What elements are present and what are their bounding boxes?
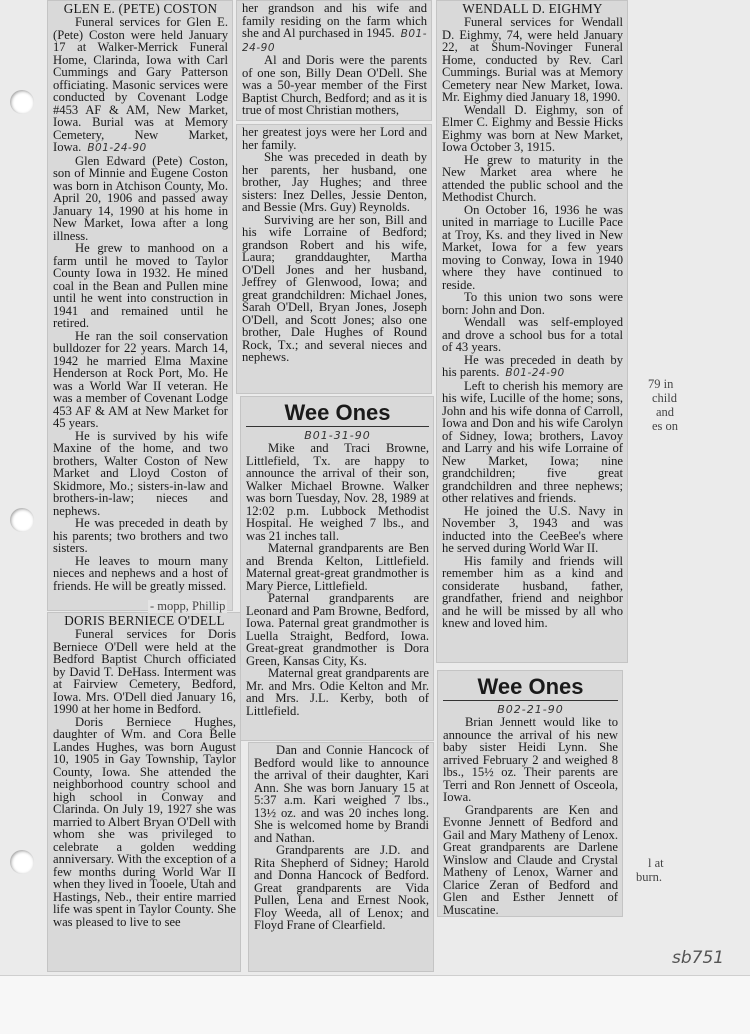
punch-hole [10, 508, 34, 532]
paragraph-text: Dan and Connie Hancock of Bedford would like to announce the arrival of their daughter, Kari Ann. She was born January 15 at 5:37 a.m. Kari weighed 7 lbs., 13½ oz. and was 20 inches long. She is welcomed home by Brandi and Nathan. [254, 743, 429, 845]
obituary-coston [47, 0, 233, 611]
paragraph [442, 505, 623, 555]
clipping-heading: GLEN E. (PETE) COSTON [63, 1, 218, 16]
paragraph-text: Brian Jennett would like to announce the arrival of his new baby sister Heidi Lynn. She arrived February 2 and weighed 8 lbs., 15½ oz. Their parents are Terri and Ron Jennett of Osceola, Iowa. [443, 715, 618, 804]
paragraph [442, 291, 623, 316]
paragraph-text: Al and Doris were the parents of one son, Billy Dean O'Dell. She was a 50-year member of the First Baptist Church, Bedford; and as it is true of most Christian mothers, [242, 53, 427, 117]
paragraph [53, 517, 228, 555]
paragraph [53, 155, 228, 243]
paragraph [246, 542, 429, 592]
paragraph-text: Wendall was self-employed and drove a school bus for a total of 43 years. [442, 315, 623, 354]
birth-announcement-browne [240, 396, 434, 741]
paragraph [242, 214, 427, 364]
background-fragment: es on [652, 419, 679, 433]
background-fragment: child [652, 391, 677, 405]
birth-announcement-jennett [437, 670, 623, 917]
paragraph-text: Wendall D. Eighmy, son of Elmer C. Eighmy and Bessie Hicks Eighmy was born at New Market, Iowa October 3, 1915. [442, 102, 623, 154]
handwritten-date: B02-21-90 [497, 703, 564, 716]
paragraph-text: Left to cherish his memory are his wife, Lucille of the home; sons, John and his wife donna of Carroll, Iowa and Don and his wife Carolyn of Sidney, Iowa; brothers, Lavoy and Larry and his wife Lorraine of New Market, Iowa; nine grandchildren; five great grandchildren and three nephews; other relatives and friends. [442, 378, 623, 505]
paragraph [443, 716, 618, 804]
column-title: Wee Ones [443, 674, 618, 701]
paragraph-text: He was preceded in death by his parents. [442, 352, 623, 379]
paragraph-text: Mike and Traci Browne, Littlefield, Tx. are happy to announce the arrival of their son, Walker Michael Browne. Walker was born Tuesday, Nov. 28, 1989 at 12:02 p.m. Lubbock Methodist Hospital. He weighed 7 lbs., and was 21 inches tall. [246, 441, 429, 543]
paragraph-text: He grew to maturity in the New Market area where he attended the public school and the Methodist Church. [442, 152, 623, 204]
background-fragment: - mopp, Phillip [150, 599, 226, 613]
paragraph-text: Paternal grandparents are Leonard and Pam Browne, Bedford, Iowa. Paternal great grandmother is Luella Straight, Bedford, Iowa. Great-great grandmother is Dora Green, Kansas City, Ks. [246, 591, 429, 668]
paragraph [242, 126, 427, 151]
paragraph-text: Surviving are her son, Bill and his wife Lorraine of Bedford; grandson Robert and his wife, Laura; granddaughter, Martha O'Dell Jones and her husband, Jeffrey of Glenwood, Iowa; and great grandchildren: Michael Jones, Sarah O'Dell, Bryan Jones, Joseph O'Dell, and Scott Jones; also one brother, Dale Hughes of Round Rock, Tx.; and several nieces and nephews. [242, 212, 427, 364]
paragraph [53, 628, 236, 716]
paragraph [254, 844, 429, 932]
paragraph-text: Maternal grandparents are Ben and Brenda Kelton, Littlefield. Maternal great-great grandmother is Mary Pierce, Littlefield. [246, 541, 429, 593]
paragraph-text: She was preceded in death by her parents, her husband, one brother, Jay Hughes; and three sisters: Inez Delles, Jessie Denton, and Bessie (Mrs. Guy) Reynolds. [242, 150, 427, 214]
paragraph-text: Glen Edward (Pete) Coston, son of Minnie and Eugene Coston was born in Atchison County, Mo. April 20, 1906 and passed away January 14, 1990 at his home in New Market, Iowa after a long illness. [53, 153, 228, 243]
background-fragment: 79 in [648, 377, 674, 391]
birth-announcement-hancock [248, 742, 434, 972]
paragraph [53, 716, 236, 929]
page-margin-bottom [0, 975, 750, 1034]
paragraph [246, 592, 429, 667]
punch-hole [10, 90, 34, 114]
paragraph [246, 442, 429, 542]
paragraph [442, 204, 623, 292]
paragraph [242, 2, 427, 54]
paragraph-text: her greatest joys were her Lord and her family. [242, 125, 427, 152]
paragraph [242, 54, 427, 117]
paragraph [443, 804, 618, 917]
paragraph-text: Funeral services for Glen E. (Pete) Coston were held January 17 at Walker-Merrick Funeral Home, Clarinda, Iowa with Carl Cummings and Gary Patterson officiating. Masonic services were conducted by Covenant Lodge #453 AF & AM, New Market, Iowa. Burial was at Memory Cemetery, New Market, Iowa. [53, 15, 228, 154]
paragraph [53, 242, 228, 330]
paragraph [442, 154, 623, 204]
paragraph [442, 354, 623, 380]
paragraph-text: His family and friends will remember him as a kind and considerate husband, father, grandfather, friend and neighbor and he will be missed by all who knew and loved him. [442, 553, 623, 630]
paragraph-text: He leaves to mourn many nieces and nephews and a host of friends. He will be greatly missed. [53, 553, 228, 593]
obituary-eighmy [436, 0, 628, 663]
paragraph-text: He was preceded in death by his parents; two brothers and two sisters. [53, 516, 228, 555]
handwritten-date: B01-24-90 [87, 142, 147, 154]
paragraph [246, 667, 429, 717]
paragraph-text: Funeral services for Wendall D. Eighmy, 74, were held January 22, at Shum-Novinger Funeral Home, conducted by Rev. Carl Cummings. Burial was at Memory Cemetery near New Market, Iowa. Mr. Eighmy died January 18, 1990. [442, 15, 623, 104]
paragraph-text: He grew to manhood on a farm until he moved to Taylor County Iowa in 1932. He mined coal in the Bean and Pullen mine until he went into construction in 1941 and remained until he retired. [53, 241, 228, 330]
column-title: Wee Ones [246, 400, 429, 427]
paragraph-text: He ran the soil conservation bulldozer for 22 years. March 14, 1942 he married Elma Maxine Henderson at Rock Port, Mo. He was a World War II veteran. He was a member of Covenant Lodge 453 AF & AM at New Market for 45 years. [53, 328, 228, 430]
paragraph-text: Funeral services for Doris Berniece O'Dell were held at the Bedford Baptist Church officiated by David T. DeHass. Interment was at Fairview Cemetery, Bedford, Iowa. Mrs. O'Dell died January 16, 1990 at her home in Bedford. [53, 627, 236, 716]
paragraph [442, 555, 623, 630]
paragraph-text: To this union two sons were born: John and Don. [442, 290, 623, 317]
paragraph [442, 104, 623, 154]
handwritten-date: B01-24-90 [505, 367, 565, 379]
obituary-odell-continued [236, 124, 432, 394]
paragraph-text: Maternal great grandparents are Mr. and Mrs. Odie Kelton and Mr. and Mrs. J.L. Kerby, both of Littlefield. [246, 666, 429, 718]
paragraph [442, 316, 623, 354]
background-fragment: burn. [636, 870, 663, 884]
paragraph [53, 430, 228, 518]
paragraph [254, 744, 429, 844]
paragraph-text: her grandson and his wife and family residing on the farm which she and Al purchased in 1945. [242, 1, 427, 40]
paragraph-text: Doris Berniece Hughes, daughter of Wm. and Cora Belle Landes Hughes, was born August 10, 1905 in Gay Township, Taylor County, Iowa. She attended the neighborhood country school and high school in Conway and Clarinda. On July 19, 1927 she was married to Albert Bryan O'Dell with whom she was privileged to celebrate a golden wedding anniversary. With the exception of a few months during World War II when they lived in Tooele, Utah and Hastings, Neb., their entire married life was spent in Taylor County. She was pleased to live to see [53, 714, 236, 929]
paragraph [53, 330, 228, 430]
clipping-heading: WENDALL D. EIGHMY [462, 1, 603, 16]
paragraph-text: He is survived by his wife Maxine of the home, and two brothers, Walter Coston of New Market and Lloyd Coston of Skidmore, Mo.; sisters-in-law and brothers-in-law; nieces and nephews. [53, 428, 228, 518]
clipping-heading: DORIS BERNIECE O'DELL [64, 613, 225, 628]
paragraph [442, 380, 623, 505]
paragraph [442, 16, 623, 104]
punch-hole [10, 850, 34, 874]
handwritten-page-id: sb751 [672, 948, 725, 968]
paragraph [242, 151, 427, 214]
handwritten-date: B01-24-90 [242, 28, 427, 54]
paragraph-text: Grandparents are J.D. and Rita Shepherd of Sidney; Harold and Donna Hancock of Bedford. Great grandparents are Vida Pullen, Lena and Ernest Nook, Floy Weeda, all of Lenox; and Floyd Frane of Clearfield. [254, 843, 429, 932]
paragraph [53, 555, 228, 593]
background-fragment: and [656, 405, 675, 419]
paragraph-text: On October 16, 1936 he was united in marriage to Lucille Pace at Troy, Ks. and they lived in New Market, Iowa for a few years moving to Conway, Iowa in 1940 where they have continued to reside. [442, 202, 623, 292]
paragraph [53, 16, 228, 155]
background-fragment: l at [648, 856, 664, 870]
paragraph-text: Grandparents are Ken and Evonne Jennett of Bedford and Gail and Mary Matheny of Lenox. Great grandparents are Darlene Winslow and Claude and Crystal Matheny of Lenox, Warner and Clarice Zeran of Bedford and Glen and Esther Jennett of Muscatine. [443, 802, 618, 917]
handwritten-date: B01-31-90 [304, 429, 371, 442]
obituary-odell [47, 612, 241, 972]
paragraph-text: He joined the U.S. Navy in November 3, 1943 and was inducted into the CeeBee's where he served during World War II. [442, 503, 623, 555]
obituary-odell-continued [236, 0, 432, 121]
